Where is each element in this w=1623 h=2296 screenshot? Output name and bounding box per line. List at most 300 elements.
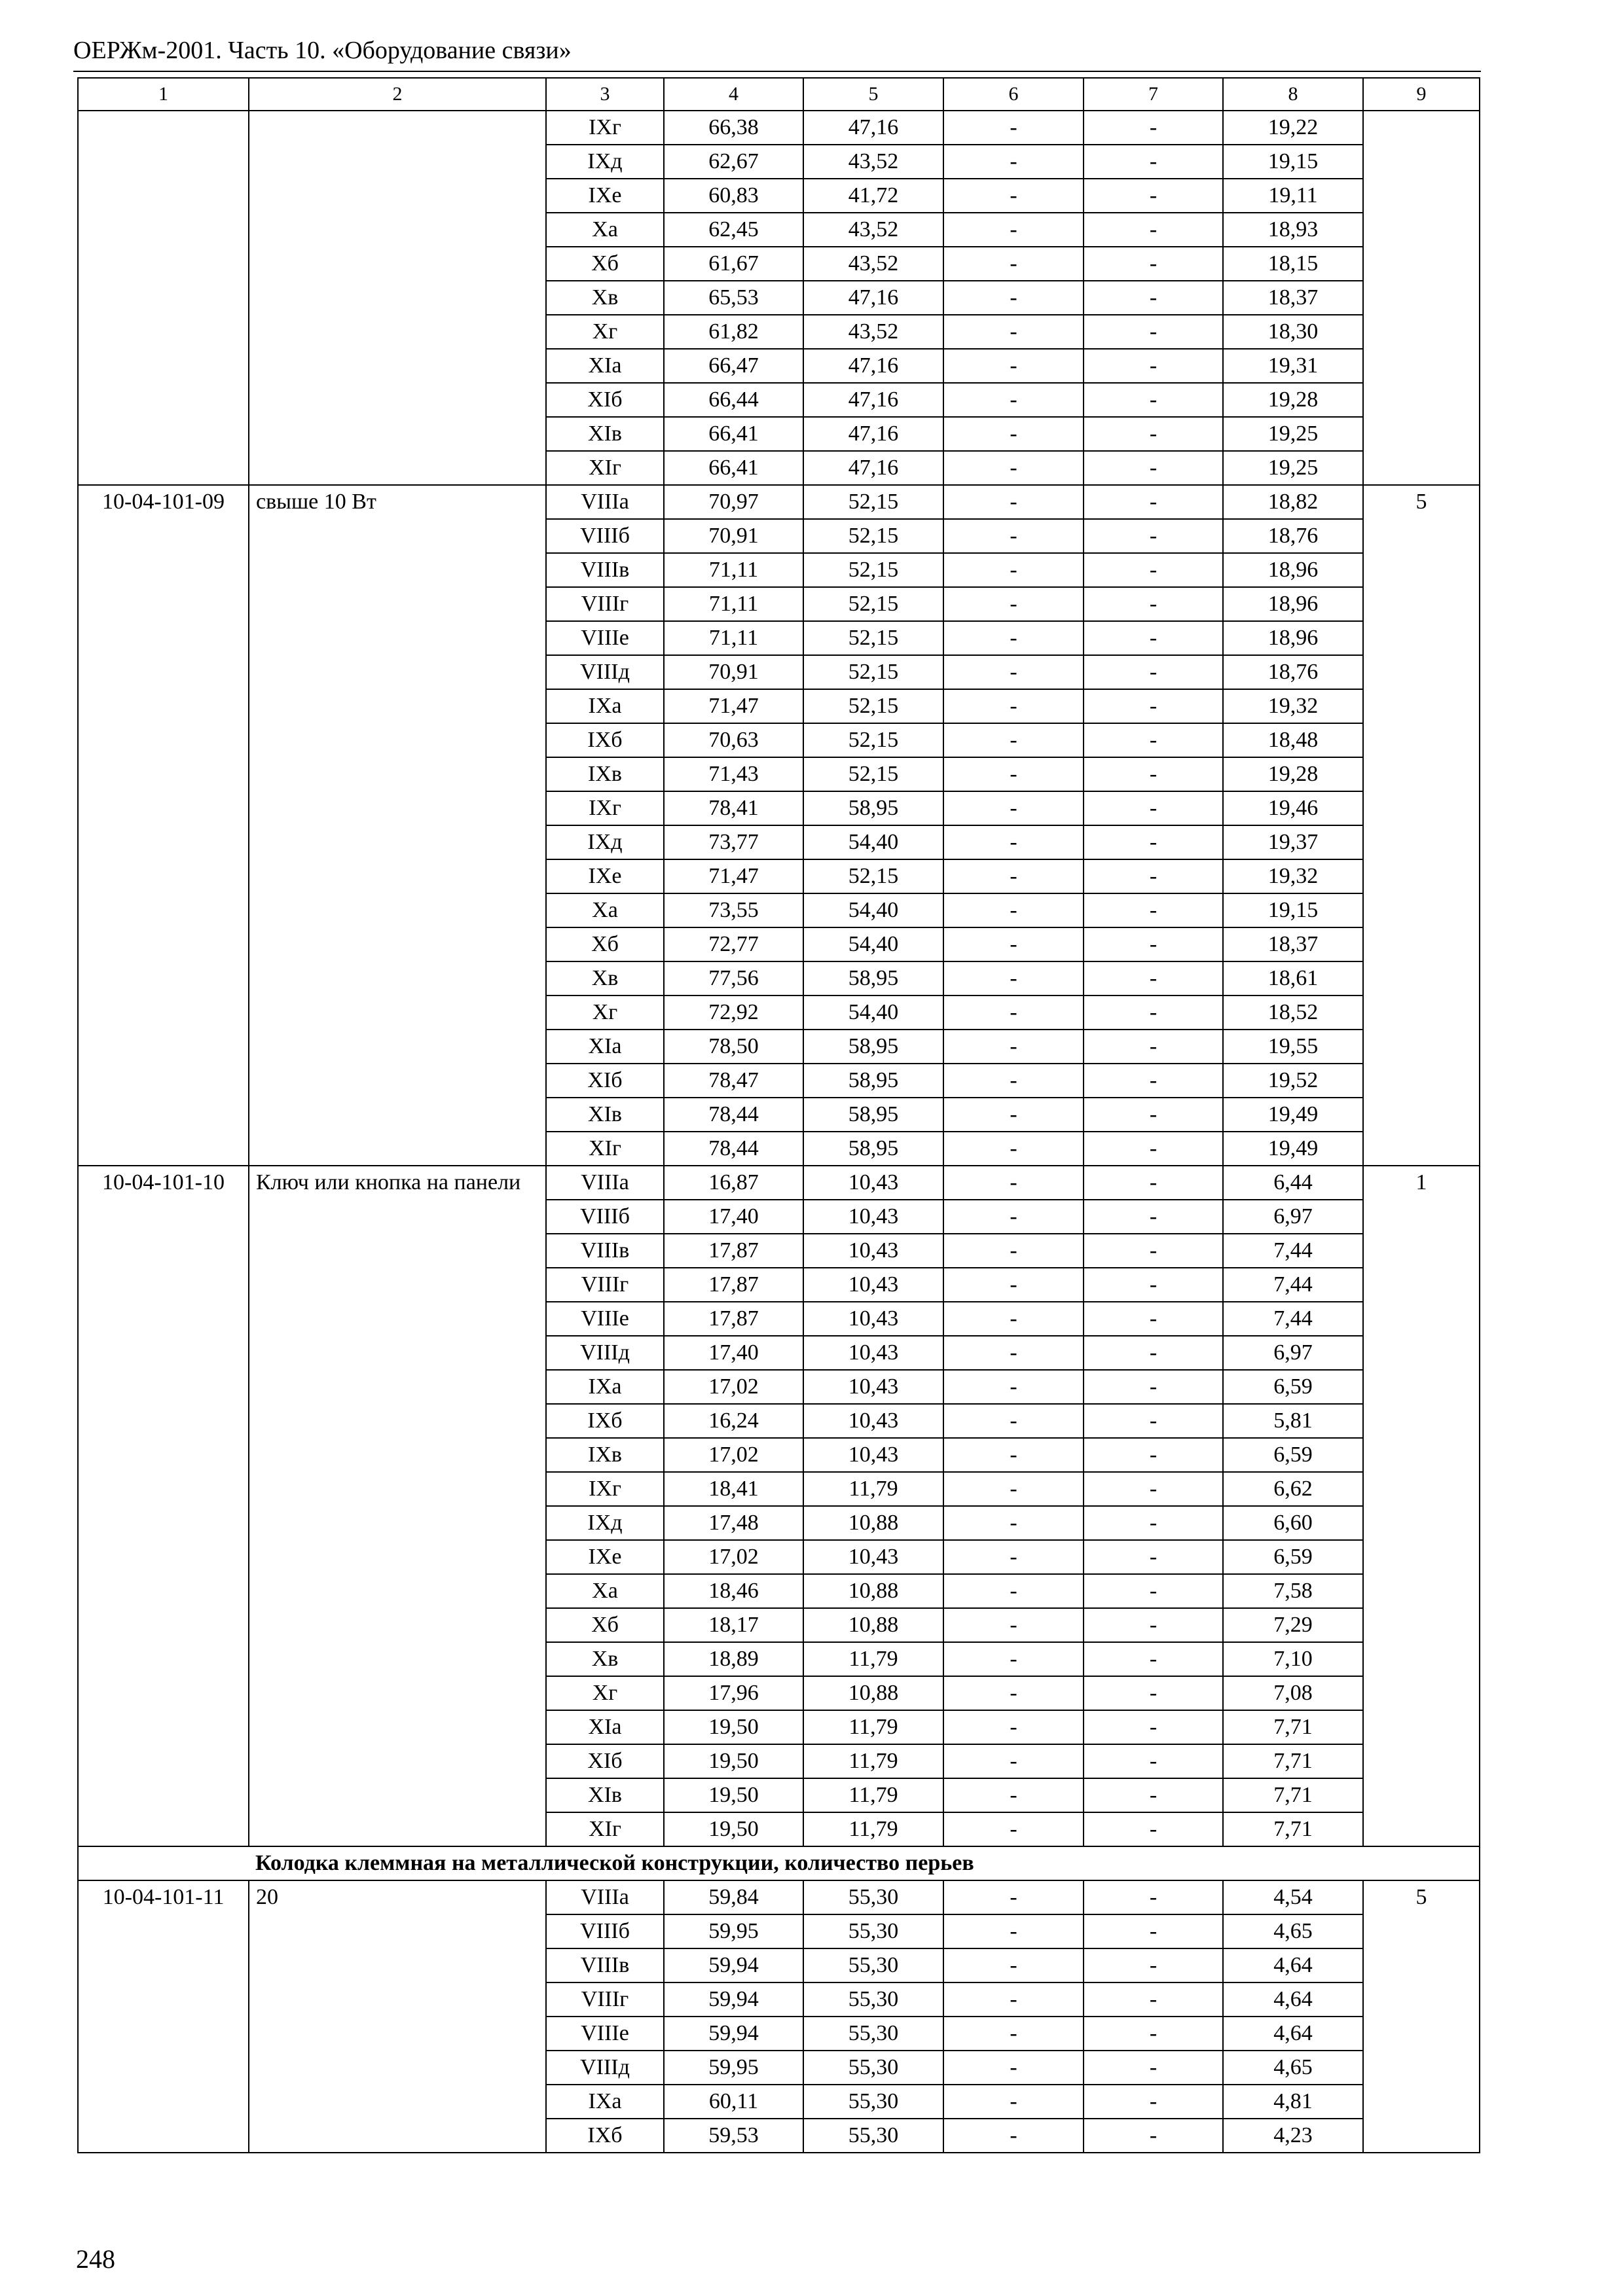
total-cost-cell: 16,24 (664, 1404, 803, 1438)
zone-cell: Xв (546, 281, 664, 315)
wages-cell: 43,52 (803, 145, 943, 179)
total-cost-cell: 62,67 (664, 145, 803, 179)
wages-cell: 55,30 (803, 2017, 943, 2051)
driver-wages-cell: - (1084, 1064, 1223, 1098)
zone-cell: VIIIг (546, 1982, 664, 2017)
wages-cell: 54,40 (803, 996, 943, 1030)
machine-cost-cell: - (943, 1506, 1084, 1540)
zone-cell: XIв (546, 1778, 664, 1812)
machine-cost-cell: - (943, 1166, 1084, 1200)
wages-cell: 11,79 (803, 1472, 943, 1506)
total-cost-cell: 71,47 (664, 859, 803, 893)
machine-cost-cell: - (943, 1982, 1084, 2017)
total-cost-cell: 17,87 (664, 1268, 803, 1302)
total-cost-cell: 70,97 (664, 485, 803, 519)
materials-cell: 6,97 (1223, 1336, 1363, 1370)
driver-wages-cell: - (1084, 587, 1223, 621)
materials-cell: 19,25 (1223, 451, 1363, 485)
materials-cell: 4,81 (1223, 2085, 1363, 2119)
wages-cell: 10,43 (803, 1404, 943, 1438)
total-cost-cell: 71,43 (664, 757, 803, 791)
materials-cell: 18,76 (1223, 519, 1363, 553)
total-cost-cell: 59,95 (664, 2051, 803, 2085)
total-cost-cell: 17,02 (664, 1540, 803, 1574)
total-cost-cell: 19,50 (664, 1744, 803, 1778)
driver-wages-cell: - (1084, 1914, 1223, 1948)
materials-cell: 19,31 (1223, 349, 1363, 383)
machine-cost-cell: - (943, 1438, 1084, 1472)
column-number: 7 (1084, 78, 1223, 111)
wages-cell: 52,15 (803, 723, 943, 757)
zone-cell: Xа (546, 1574, 664, 1608)
wages-cell: 10,88 (803, 1676, 943, 1710)
driver-wages-cell: - (1084, 689, 1223, 723)
materials-cell: 19,32 (1223, 859, 1363, 893)
table-body (78, 78, 1480, 2153)
table-row (78, 485, 1480, 519)
zone-cell: IXв (546, 1438, 664, 1472)
total-cost-cell: 62,45 (664, 213, 803, 247)
materials-cell: 7,71 (1223, 1778, 1363, 1812)
column-number-row (78, 78, 1480, 111)
materials-cell: 7,71 (1223, 1812, 1363, 1846)
zone-cell: IXб (546, 723, 664, 757)
materials-cell: 19,28 (1223, 383, 1363, 417)
machine-cost-cell: - (943, 349, 1084, 383)
materials-cell: 4,54 (1223, 1880, 1363, 1914)
total-cost-cell: 59,94 (664, 1982, 803, 2017)
wages-cell: 52,15 (803, 485, 943, 519)
wages-cell: 41,72 (803, 179, 943, 213)
total-cost-cell: 17,40 (664, 1336, 803, 1370)
materials-cell: 18,96 (1223, 553, 1363, 587)
machine-cost-cell: - (943, 1234, 1084, 1268)
machine-cost-cell: - (943, 2017, 1084, 2051)
driver-wages-cell: - (1084, 145, 1223, 179)
wages-cell: 55,30 (803, 1982, 943, 2017)
materials-cell: 6,62 (1223, 1472, 1363, 1506)
driver-wages-cell: - (1084, 893, 1223, 927)
driver-wages-cell: - (1084, 519, 1223, 553)
zone-cell: Xб (546, 247, 664, 281)
wages-cell: 52,15 (803, 621, 943, 655)
machine-cost-cell: - (943, 1268, 1084, 1302)
machine-cost-cell: - (943, 1778, 1084, 1812)
driver-wages-cell: - (1084, 1812, 1223, 1846)
total-cost-cell: 73,55 (664, 893, 803, 927)
total-cost-cell: 71,11 (664, 621, 803, 655)
zone-cell: XIб (546, 1064, 664, 1098)
zone-cell: XIв (546, 1098, 664, 1132)
machine-cost-cell: - (943, 859, 1084, 893)
machine-cost-cell: - (943, 1404, 1084, 1438)
driver-wages-cell: - (1084, 213, 1223, 247)
driver-wages-cell: - (1084, 1982, 1223, 2017)
total-cost-cell: 19,50 (664, 1778, 803, 1812)
materials-cell: 6,59 (1223, 1370, 1363, 1404)
zone-cell: IXе (546, 179, 664, 213)
zone-cell: IXг (546, 1472, 664, 1506)
zone-cell: IXе (546, 1540, 664, 1574)
total-cost-cell: 70,63 (664, 723, 803, 757)
quantity-cell: 5 (1363, 1880, 1480, 2153)
total-cost-cell: 78,44 (664, 1098, 803, 1132)
wages-cell: 10,43 (803, 1200, 943, 1234)
driver-wages-cell: - (1084, 2119, 1223, 2153)
group-heading-spacer (78, 1846, 249, 1880)
machine-cost-cell: - (943, 1812, 1084, 1846)
driver-wages-cell: - (1084, 2017, 1223, 2051)
driver-wages-cell: - (1084, 723, 1223, 757)
total-cost-cell: 59,95 (664, 1914, 803, 1948)
total-cost-cell: 72,77 (664, 927, 803, 961)
zone-cell: IXг (546, 111, 664, 145)
wages-cell: 58,95 (803, 1132, 943, 1166)
materials-cell: 6,59 (1223, 1438, 1363, 1472)
machine-cost-cell: - (943, 145, 1084, 179)
materials-cell: 19,46 (1223, 791, 1363, 825)
machine-cost-cell: - (943, 2051, 1084, 2085)
materials-cell: 18,37 (1223, 281, 1363, 315)
materials-cell: 18,30 (1223, 315, 1363, 349)
driver-wages-cell: - (1084, 1506, 1223, 1540)
driver-wages-cell: - (1084, 1370, 1223, 1404)
column-number: 9 (1363, 78, 1480, 111)
zone-cell: Xб (546, 1608, 664, 1642)
driver-wages-cell: - (1084, 1540, 1223, 1574)
driver-wages-cell: - (1084, 1778, 1223, 1812)
machine-cost-cell: - (943, 519, 1084, 553)
materials-cell: 18,96 (1223, 587, 1363, 621)
machine-cost-cell: - (943, 1370, 1084, 1404)
wages-cell: 55,30 (803, 2051, 943, 2085)
driver-wages-cell: - (1084, 1200, 1223, 1234)
zone-cell: Xв (546, 961, 664, 996)
driver-wages-cell: - (1084, 1948, 1223, 1982)
total-cost-cell: 66,38 (664, 111, 803, 145)
materials-cell: 7,71 (1223, 1710, 1363, 1744)
machine-cost-cell: - (943, 1064, 1084, 1098)
group-heading: Колодка клеммная на металлической конструкции, количество перьев (249, 1846, 1480, 1880)
materials-cell: 18,61 (1223, 961, 1363, 996)
machine-cost-cell: - (943, 893, 1084, 927)
zone-cell: Xг (546, 1676, 664, 1710)
zone-cell: Xг (546, 315, 664, 349)
machine-cost-cell: - (943, 723, 1084, 757)
total-cost-cell: 60,83 (664, 179, 803, 213)
wages-cell: 55,30 (803, 2085, 943, 2119)
wages-cell: 47,16 (803, 281, 943, 315)
materials-cell: 19,37 (1223, 825, 1363, 859)
machine-cost-cell: - (943, 1948, 1084, 1982)
driver-wages-cell: - (1084, 859, 1223, 893)
total-cost-cell: 61,67 (664, 247, 803, 281)
wages-cell: 58,95 (803, 791, 943, 825)
quantity-cell: 5 (1363, 485, 1480, 1166)
machine-cost-cell: - (943, 553, 1084, 587)
wages-cell: 52,15 (803, 757, 943, 791)
wages-cell: 54,40 (803, 927, 943, 961)
machine-cost-cell: - (943, 1098, 1084, 1132)
total-cost-cell: 60,11 (664, 2085, 803, 2119)
materials-cell: 18,52 (1223, 996, 1363, 1030)
driver-wages-cell: - (1084, 1880, 1223, 1914)
materials-cell: 7,10 (1223, 1642, 1363, 1676)
wages-cell: 43,52 (803, 213, 943, 247)
wages-cell: 55,30 (803, 1880, 943, 1914)
wages-cell: 58,95 (803, 1030, 943, 1064)
materials-cell: 19,49 (1223, 1098, 1363, 1132)
driver-wages-cell: - (1084, 1608, 1223, 1642)
driver-wages-cell: - (1084, 655, 1223, 689)
zone-cell: XIг (546, 451, 664, 485)
machine-cost-cell: - (943, 1914, 1084, 1948)
total-cost-cell: 17,87 (664, 1234, 803, 1268)
wages-cell: 10,43 (803, 1302, 943, 1336)
materials-cell: 7,29 (1223, 1608, 1363, 1642)
zone-cell: VIIIб (546, 1200, 664, 1234)
wages-cell: 54,40 (803, 825, 943, 859)
driver-wages-cell: - (1084, 1676, 1223, 1710)
total-cost-cell: 17,02 (664, 1438, 803, 1472)
total-cost-cell: 17,87 (664, 1302, 803, 1336)
wages-cell: 10,43 (803, 1438, 943, 1472)
materials-cell: 7,44 (1223, 1268, 1363, 1302)
machine-cost-cell: - (943, 1710, 1084, 1744)
machine-cost-cell: - (943, 757, 1084, 791)
materials-cell: 19,52 (1223, 1064, 1363, 1098)
wages-cell: 47,16 (803, 349, 943, 383)
wages-cell: 10,43 (803, 1540, 943, 1574)
machine-cost-cell: - (943, 1200, 1084, 1234)
total-cost-cell: 78,47 (664, 1064, 803, 1098)
zone-cell: VIIIд (546, 1336, 664, 1370)
wages-cell: 10,43 (803, 1166, 943, 1200)
driver-wages-cell: - (1084, 247, 1223, 281)
total-cost-cell: 61,82 (664, 315, 803, 349)
wages-cell: 10,43 (803, 1336, 943, 1370)
materials-cell: 4,64 (1223, 1982, 1363, 2017)
materials-cell: 4,65 (1223, 1914, 1363, 1948)
wages-cell: 43,52 (803, 315, 943, 349)
wages-cell: 47,16 (803, 111, 943, 145)
materials-cell: 19,25 (1223, 417, 1363, 451)
wages-cell: 52,15 (803, 859, 943, 893)
driver-wages-cell: - (1084, 1336, 1223, 1370)
zone-cell: XIг (546, 1812, 664, 1846)
rates-table (77, 77, 1480, 2153)
driver-wages-cell: - (1084, 1404, 1223, 1438)
machine-cost-cell: - (943, 485, 1084, 519)
wages-cell: 10,88 (803, 1574, 943, 1608)
zone-cell: VIIIе (546, 621, 664, 655)
wages-cell: 47,16 (803, 383, 943, 417)
total-cost-cell: 59,94 (664, 2017, 803, 2051)
driver-wages-cell: - (1084, 927, 1223, 961)
machine-cost-cell: - (943, 927, 1084, 961)
zone-cell: VIIIб (546, 519, 664, 553)
column-number: 3 (546, 78, 664, 111)
zone-cell: XIв (546, 417, 664, 451)
zone-cell: VIIIе (546, 2017, 664, 2051)
wages-cell: 47,16 (803, 451, 943, 485)
machine-cost-cell: - (943, 383, 1084, 417)
total-cost-cell: 78,41 (664, 791, 803, 825)
zone-cell: VIIIд (546, 2051, 664, 2085)
wages-cell: 52,15 (803, 587, 943, 621)
zone-cell: VIIIг (546, 1268, 664, 1302)
machine-cost-cell: - (943, 1642, 1084, 1676)
machine-cost-cell: - (943, 2119, 1084, 2153)
zone-cell: IXа (546, 1370, 664, 1404)
wages-cell: 10,88 (803, 1608, 943, 1642)
machine-cost-cell: - (943, 587, 1084, 621)
driver-wages-cell: - (1084, 349, 1223, 383)
materials-cell: 18,76 (1223, 655, 1363, 689)
driver-wages-cell: - (1084, 485, 1223, 519)
driver-wages-cell: - (1084, 1302, 1223, 1336)
zone-cell: XIб (546, 383, 664, 417)
wages-cell: 55,30 (803, 1948, 943, 1982)
machine-cost-cell: - (943, 621, 1084, 655)
total-cost-cell: 77,56 (664, 961, 803, 996)
machine-cost-cell: - (943, 1030, 1084, 1064)
machine-cost-cell: - (943, 111, 1084, 145)
zone-cell: IXе (546, 859, 664, 893)
driver-wages-cell: - (1084, 1098, 1223, 1132)
total-cost-cell: 78,44 (664, 1132, 803, 1166)
continued-quantity-cell (1363, 111, 1480, 485)
total-cost-cell: 65,53 (664, 281, 803, 315)
driver-wages-cell: - (1084, 2051, 1223, 2085)
materials-cell: 4,65 (1223, 2051, 1363, 2085)
page-header: ОЕРЖм-2001. Часть 10. «Оборудование связи» (73, 37, 572, 64)
materials-cell: 5,81 (1223, 1404, 1363, 1438)
machine-cost-cell: - (943, 1608, 1084, 1642)
zone-cell: IXб (546, 2119, 664, 2153)
materials-cell: 4,64 (1223, 1948, 1363, 1982)
driver-wages-cell: - (1084, 1234, 1223, 1268)
column-number: 5 (803, 78, 943, 111)
machine-cost-cell: - (943, 996, 1084, 1030)
machine-cost-cell: - (943, 689, 1084, 723)
total-cost-cell: 18,41 (664, 1472, 803, 1506)
total-cost-cell: 17,02 (664, 1370, 803, 1404)
driver-wages-cell: - (1084, 1710, 1223, 1744)
total-cost-cell: 70,91 (664, 519, 803, 553)
materials-cell: 7,44 (1223, 1302, 1363, 1336)
total-cost-cell: 71,11 (664, 553, 803, 587)
machine-cost-cell: - (943, 825, 1084, 859)
wages-cell: 11,79 (803, 1778, 943, 1812)
total-cost-cell: 17,96 (664, 1676, 803, 1710)
zone-cell: IXв (546, 757, 664, 791)
machine-cost-cell: - (943, 179, 1084, 213)
materials-cell: 18,96 (1223, 621, 1363, 655)
materials-cell: 6,44 (1223, 1166, 1363, 1200)
zone-cell: Xг (546, 996, 664, 1030)
wages-cell: 10,43 (803, 1234, 943, 1268)
item-name-cell: 20 (249, 1880, 546, 2153)
zone-cell: VIIIа (546, 485, 664, 519)
total-cost-cell: 17,40 (664, 1200, 803, 1234)
total-cost-cell: 71,47 (664, 689, 803, 723)
materials-cell: 7,71 (1223, 1744, 1363, 1778)
wages-cell: 55,30 (803, 1914, 943, 1948)
materials-cell: 19,55 (1223, 1030, 1363, 1064)
total-cost-cell: 59,94 (664, 1948, 803, 1982)
zone-cell: VIIIа (546, 1166, 664, 1200)
zone-cell: VIIIг (546, 587, 664, 621)
machine-cost-cell: - (943, 2085, 1084, 2119)
machine-cost-cell: - (943, 1302, 1084, 1336)
machine-cost-cell: - (943, 655, 1084, 689)
total-cost-cell: 18,89 (664, 1642, 803, 1676)
table-row (78, 111, 1480, 145)
driver-wages-cell: - (1084, 791, 1223, 825)
zone-cell: VIIIа (546, 1880, 664, 1914)
materials-cell: 7,44 (1223, 1234, 1363, 1268)
total-cost-cell: 59,53 (664, 2119, 803, 2153)
machine-cost-cell: - (943, 1676, 1084, 1710)
zone-cell: VIIIв (546, 1234, 664, 1268)
total-cost-cell: 59,84 (664, 1880, 803, 1914)
driver-wages-cell: - (1084, 417, 1223, 451)
continued-code-cell (78, 111, 249, 485)
driver-wages-cell: - (1084, 1574, 1223, 1608)
quantity-cell: 1 (1363, 1166, 1480, 1846)
zone-cell: VIIIд (546, 655, 664, 689)
zone-cell: Xв (546, 1642, 664, 1676)
wages-cell: 11,79 (803, 1744, 943, 1778)
driver-wages-cell: - (1084, 1030, 1223, 1064)
materials-cell: 18,48 (1223, 723, 1363, 757)
total-cost-cell: 72,92 (664, 996, 803, 1030)
machine-cost-cell: - (943, 791, 1084, 825)
zone-cell: IXа (546, 2085, 664, 2119)
column-number: 8 (1223, 78, 1363, 111)
total-cost-cell: 78,50 (664, 1030, 803, 1064)
driver-wages-cell: - (1084, 825, 1223, 859)
group-heading-row (78, 1846, 1480, 1880)
zone-cell: VIIIб (546, 1914, 664, 1948)
total-cost-cell: 66,44 (664, 383, 803, 417)
driver-wages-cell: - (1084, 451, 1223, 485)
machine-cost-cell: - (943, 417, 1084, 451)
materials-cell: 19,11 (1223, 179, 1363, 213)
total-cost-cell: 66,47 (664, 349, 803, 383)
wages-cell: 58,95 (803, 961, 943, 996)
wages-cell: 58,95 (803, 1064, 943, 1098)
wages-cell: 11,79 (803, 1642, 943, 1676)
machine-cost-cell: - (943, 1880, 1084, 1914)
driver-wages-cell: - (1084, 179, 1223, 213)
zone-cell: Xа (546, 213, 664, 247)
machine-cost-cell: - (943, 213, 1084, 247)
wages-cell: 55,30 (803, 2119, 943, 2153)
driver-wages-cell: - (1084, 281, 1223, 315)
wages-cell: 52,15 (803, 655, 943, 689)
item-code-cell: 10-04-101-11 (78, 1880, 249, 2153)
column-number: 6 (943, 78, 1084, 111)
materials-cell: 4,23 (1223, 2119, 1363, 2153)
table-row (78, 1880, 1480, 1914)
driver-wages-cell: - (1084, 2085, 1223, 2119)
wages-cell: 11,79 (803, 1710, 943, 1744)
total-cost-cell: 66,41 (664, 417, 803, 451)
driver-wages-cell: - (1084, 621, 1223, 655)
machine-cost-cell: - (943, 961, 1084, 996)
